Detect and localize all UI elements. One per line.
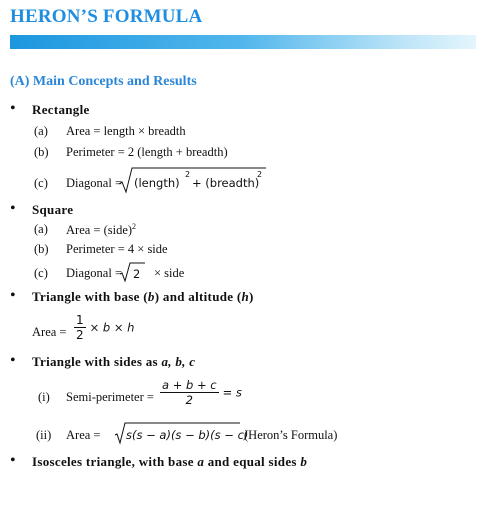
- rectangle-diagonal-label: Diagonal =: [66, 176, 122, 190]
- bullet-icon: •: [10, 452, 16, 469]
- heading-text: ) and altitude (: [154, 289, 242, 304]
- numerator: a + b + c: [162, 378, 217, 392]
- bullet-icon: •: [10, 200, 16, 217]
- heading-text: Triangle with sides as: [32, 354, 162, 369]
- triangle-area-label: Area =: [32, 325, 67, 339]
- times-side: × side: [154, 266, 185, 280]
- rectangle-a-label: (a): [34, 124, 48, 138]
- bullet-icon: •: [10, 352, 16, 369]
- bullet-icon: •: [10, 287, 16, 304]
- page-title: HERON’S FORMULA: [10, 6, 203, 27]
- sqrt-radicand: 2: [133, 267, 141, 281]
- side-vars: a, b, c: [161, 354, 196, 369]
- square-area-text: Area = (side): [66, 223, 133, 238]
- bullet-icon: •: [10, 100, 16, 117]
- square-c-label: (c): [34, 266, 48, 280]
- rectangle-perimeter: Perimeter = 2 (length + breadth): [66, 145, 228, 159]
- heading-text: Triangle with base (: [32, 289, 148, 304]
- square-diagonal-label: Diagonal =: [66, 266, 122, 280]
- heron-formula: [114, 421, 338, 450]
- base-var: a: [197, 454, 205, 469]
- section-heading: (A) Main Concepts and Results: [10, 74, 197, 89]
- square-a-label: (a): [34, 222, 48, 236]
- triangle-sides-heading: [32, 354, 195, 370]
- numerator: 1: [76, 313, 84, 327]
- fraction-one-half: [74, 313, 86, 342]
- rectangle-diagonal-formula: [118, 166, 268, 201]
- heading-text: Isosceles triangle, with base: [32, 454, 198, 469]
- exponent: 2: [257, 170, 263, 179]
- rectangle-heading: Rectangle: [32, 102, 90, 117]
- square-perimeter: Perimeter = 4 × side: [66, 242, 168, 256]
- heron-radicand: s(s − a)(s − b)(s − c): [126, 428, 249, 442]
- triangle-area-formula: [74, 313, 134, 342]
- title-underline-bar: [10, 35, 476, 49]
- heading-text: ): [249, 289, 254, 304]
- heron-area-label: Area =: [66, 428, 101, 442]
- heron-note: (Heron’s Formula): [244, 428, 338, 442]
- exponent: 2: [185, 170, 191, 179]
- heading-text: and equal sides: [204, 454, 301, 469]
- heron-area-label-num: (ii): [36, 428, 52, 442]
- equals-s: = s: [222, 385, 242, 400]
- semi-perimeter-label-num: (i): [38, 390, 50, 404]
- rectangle-area: Area = length × breadth: [66, 124, 186, 138]
- semi-perimeter-formula: [160, 378, 242, 407]
- isosceles-heading: [32, 454, 307, 470]
- base-var: b: [147, 289, 155, 304]
- square-area: [66, 222, 136, 238]
- formula-length: (length): [134, 176, 180, 190]
- product-terms: × b × h: [89, 320, 135, 335]
- exponent: 2: [132, 222, 137, 231]
- fraction-perimeter: [160, 378, 219, 407]
- triangle-base-heading: [32, 289, 254, 305]
- formula-breadth: + (breadth): [192, 176, 260, 190]
- denominator: 2: [185, 393, 193, 407]
- altitude-var: h: [241, 289, 250, 304]
- semi-perimeter-label: Semi-perimeter =: [66, 390, 154, 404]
- rectangle-c-label: (c): [34, 176, 48, 190]
- denominator: 2: [76, 328, 84, 342]
- rectangle-b-label: (b): [34, 145, 49, 159]
- side-var: b: [300, 454, 308, 469]
- square-heading: Square: [32, 202, 74, 217]
- square-b-label: (b): [34, 242, 49, 256]
- square-diagonal-formula: [119, 261, 185, 288]
